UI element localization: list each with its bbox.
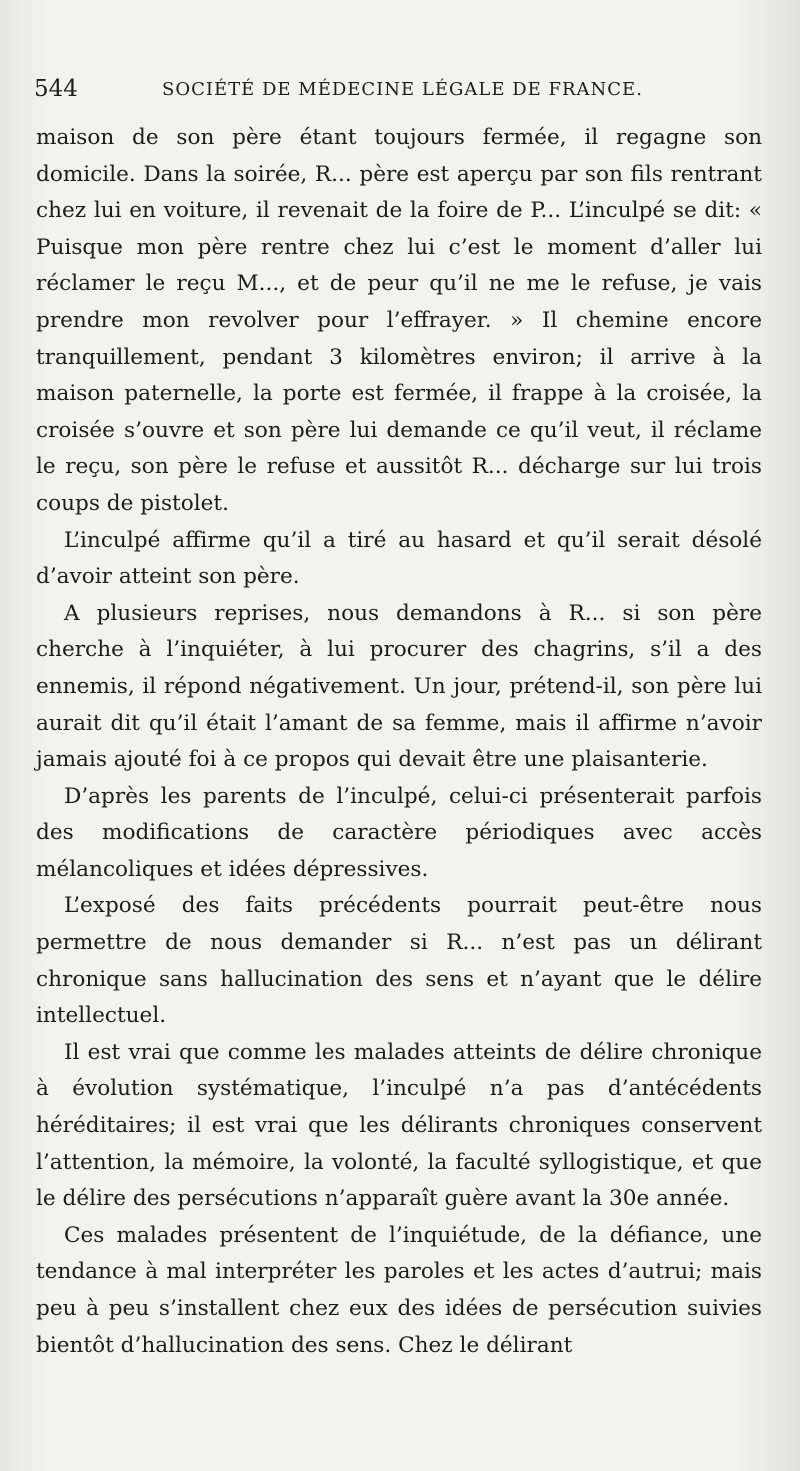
paragraph: L’inculpé affirme qu’il a tiré au hasard et qu’il serait désolé d’avoir atteint son père. xyxy=(36,527,762,590)
paragraph: L’exposé des faits précédents pourrait peut-être nous permettre de nous demander si R... n’est pas un délirant chronique sans hallucination des sens et n’ayant que le délire intellectuel. xyxy=(36,893,762,1029)
paragraph: Ces malades présentent de l’inquiétude, de la défiance, une tendance à mal interpréter les paroles et les actes d’autrui; mais peu à peu s’installent chez eux des idées de persécution suivies bientôt d’hallucination des sens. Chez le délirant xyxy=(36,1222,762,1358)
page-header xyxy=(34,76,754,106)
body-text xyxy=(36,120,762,1364)
running-head: SOCIÉTÉ DE MÉDECINE LÉGALE DE FRANCE. xyxy=(162,79,643,100)
paragraph: Il est vrai que comme les malades atteints de délire chronique à évolution systématique, l’inculpé n’a pas d’antécédents héréditaires; il est vrai que les délirants chroniques conservent l’attention, la mémoire, la volonté, la faculté syllogistique, et que le délire des persécutions n’apparaît guère avant la 30e année. xyxy=(36,1039,762,1212)
paragraph: A plusieurs reprises, nous demandons à R... si son père cherche à l’inquiéter, à lui procurer des chagrins, s’il a des ennemis, il répond négativement. Un jour, prétend-il, son père lui aurait dit qu’il était l’amant de sa femme, mais il affirme n’avoir jamais ajouté foi à ce propos qui devait être une plaisanterie. xyxy=(36,600,762,773)
paragraph: D’après les parents de l’inculpé, celui-ci présenterait parfois des modifications de caractère périodiques avec accès mélancoliques et idées dépressives. xyxy=(36,783,762,882)
paragraph: maison de son père étant toujours fermée, il regagne son domicile. Dans la soirée, R... père est aperçu par son fils rentrant chez lui en voiture, il revenait de la foire de P... L’inculpé se dit: « Puisque mon père rentre chez lui c’est le moment d’aller lui réclamer le reçu M..., et de peur qu’il ne me le refuse, je vais prendre mon revolver pour l’effrayer. » Il chemine encore tranquillement, pendant 3 kilomètres environ; il arrive à la maison paternelle, la porte est fermée, il frappe à la croisée, la croisée s’ouvre et son père lui demande ce qu’il veut, il réclame le reçu, son père le refuse et aussitôt R... décharge sur lui trois coups de pistolet. xyxy=(36,125,762,516)
page-number: 544 xyxy=(34,76,78,102)
